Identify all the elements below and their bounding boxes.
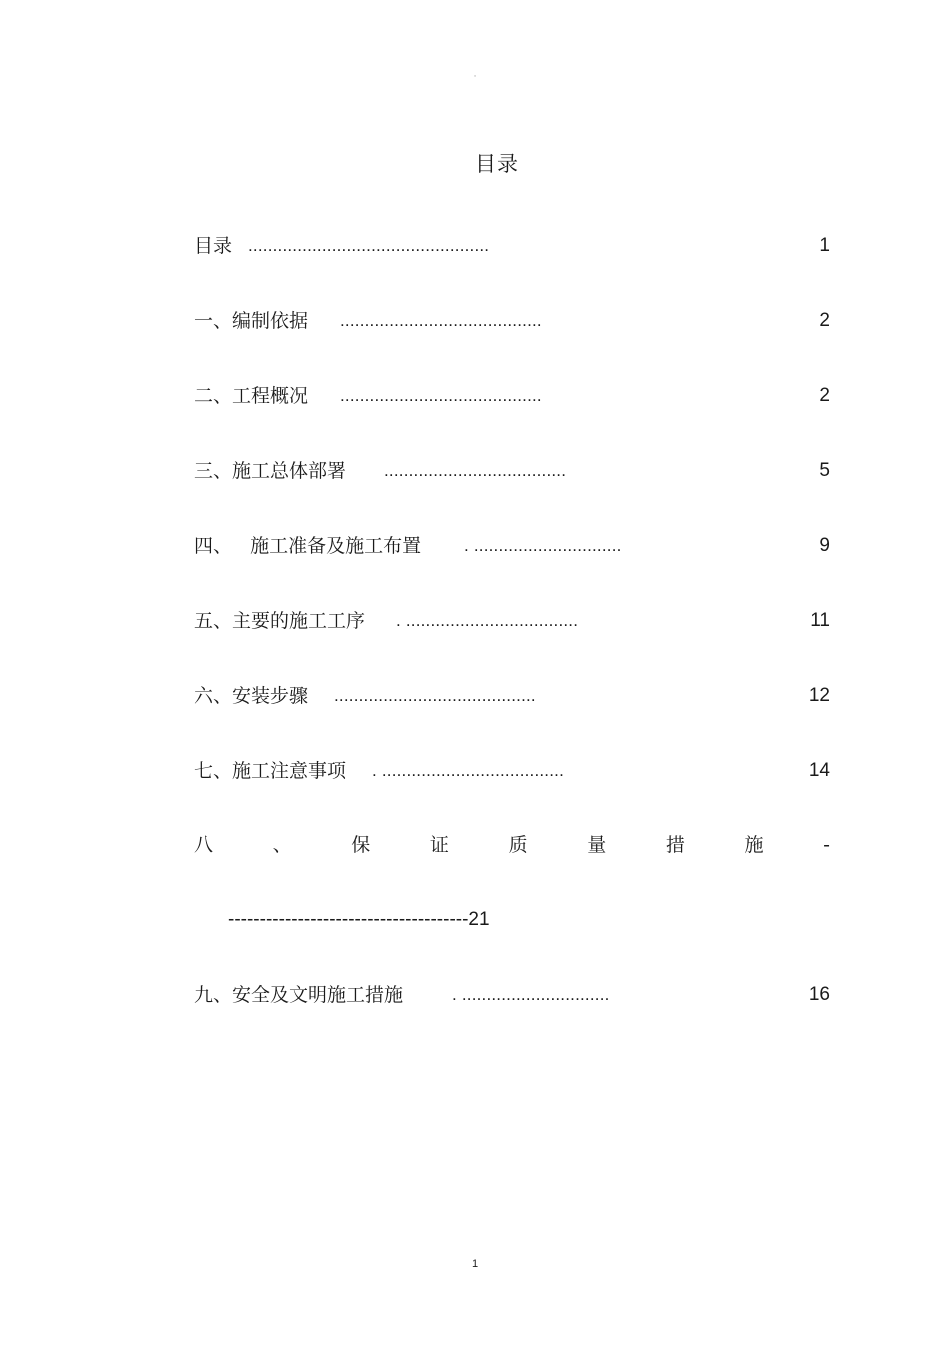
toc-entry[interactable] — [194, 306, 830, 336]
toc-entry[interactable] — [194, 381, 830, 411]
toc-page-number: 1 — [819, 235, 830, 256]
toc-entry-label: 九、安全及文明施工措施 — [194, 984, 404, 1006]
toc-spread-char: 量 — [587, 834, 607, 856]
toc-page-number: 2 — [819, 385, 830, 406]
toc-page-number: 16 — [808, 984, 830, 1005]
toc-entry[interactable] — [194, 456, 830, 486]
toc-spread-char: 保 — [351, 834, 371, 856]
toc-leader-dots: . .............................. — [464, 536, 622, 555]
toc-spread-char: 证 — [429, 834, 449, 856]
toc-entry-label: 七、施工注意事项 — [194, 760, 347, 782]
toc-page-number: 2 — [819, 310, 830, 331]
toc-entry-spread[interactable] — [194, 830, 830, 860]
toc-entry-label: 五、主要的施工工序 — [194, 610, 366, 632]
toc-page-number: 9 — [819, 535, 830, 556]
toc-spread-char: 、 — [272, 834, 292, 856]
toc-leader-dots: ................................................. — [248, 236, 490, 255]
toc-leader-dots: . .............................. — [452, 985, 610, 1004]
header-mark: · — [473, 72, 477, 82]
toc-entry[interactable] — [194, 756, 830, 786]
toc-entry[interactable] — [194, 231, 830, 261]
toc-leader-dots: . ..................................... — [372, 761, 565, 780]
toc-leader-dots: ......................................... — [340, 386, 542, 405]
toc-spread-char: 措 — [665, 834, 685, 856]
toc-spread-continuation: --------------------------------------21 — [228, 909, 490, 930]
toc-spread-char: 施 — [744, 834, 764, 856]
toc-entry[interactable] — [194, 681, 830, 711]
toc-page-number: 14 — [808, 760, 830, 781]
toc-page-number: 5 — [819, 460, 830, 481]
page-title: 目录 — [475, 152, 519, 176]
toc-leader-dots: ..................................... — [384, 461, 567, 480]
toc-entry-label: 一、编制依据 — [194, 310, 309, 332]
toc-entry[interactable] — [194, 606, 830, 636]
toc-spread-char: 质 — [508, 834, 528, 856]
toc-spread-char: 八 — [194, 834, 214, 856]
toc-entry-label: 目录 — [194, 235, 233, 257]
toc-entry-label: 三、施工总体部署 — [194, 460, 347, 482]
toc-leader-dots: ......................................... — [340, 311, 542, 330]
toc-entry[interactable] — [194, 531, 830, 561]
toc-page-number: 11 — [810, 610, 830, 631]
footer-page-number: 1 — [471, 1258, 479, 1270]
toc-page-number: 12 — [808, 685, 830, 706]
toc-leader-dots: ......................................... — [334, 686, 536, 705]
toc-entry-label: 二、工程概况 — [194, 385, 309, 407]
toc-entry-label: 四、 施工准备及施工布置 — [194, 535, 422, 557]
toc-entry[interactable] — [194, 980, 830, 1010]
toc-spread-char: - — [823, 834, 830, 856]
toc-entry-label: 六、安装步骤 — [194, 685, 309, 707]
toc-leader-dots: . ................................... — [396, 611, 579, 630]
